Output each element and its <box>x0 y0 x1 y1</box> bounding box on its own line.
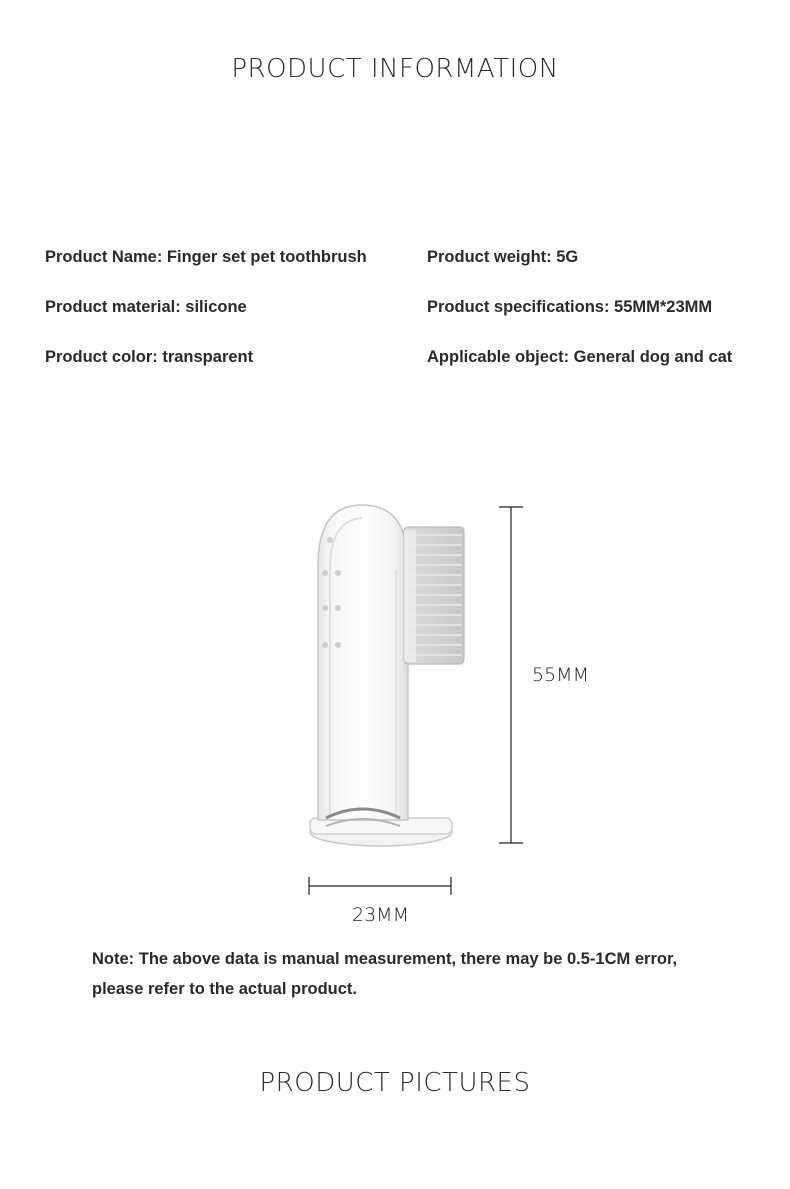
spec-applicable-object: Applicable object: General dog and cat <box>427 348 733 366</box>
spec-product-specifications: Product specifications: 55MM*23MM <box>427 298 713 316</box>
height-dimension-label: 55MM <box>532 664 589 686</box>
finger-toothbrush-illustration <box>310 505 464 846</box>
spec-product-color: Product color: transparent <box>45 348 254 366</box>
measurement-note-line-2: please refer to the actual product. <box>92 980 357 998</box>
spec-product-material: Product material: silicone <box>45 298 247 316</box>
spec-product-weight: Product weight: 5G <box>427 248 579 266</box>
spec-product-name: Product Name: Finger set pet toothbrush <box>45 248 367 266</box>
width-dimension-label: 23MM <box>352 904 409 926</box>
height-dimension-marker <box>499 507 523 843</box>
measurement-note-line-1: Note: The above data is manual measurement, there may be 0.5-1CM error, <box>92 950 678 968</box>
section-title-product-information: PRODUCT INFORMATION <box>231 54 559 84</box>
width-dimension-marker <box>309 877 451 895</box>
section-title-product-pictures: PRODUCT PICTURES <box>259 1068 531 1098</box>
